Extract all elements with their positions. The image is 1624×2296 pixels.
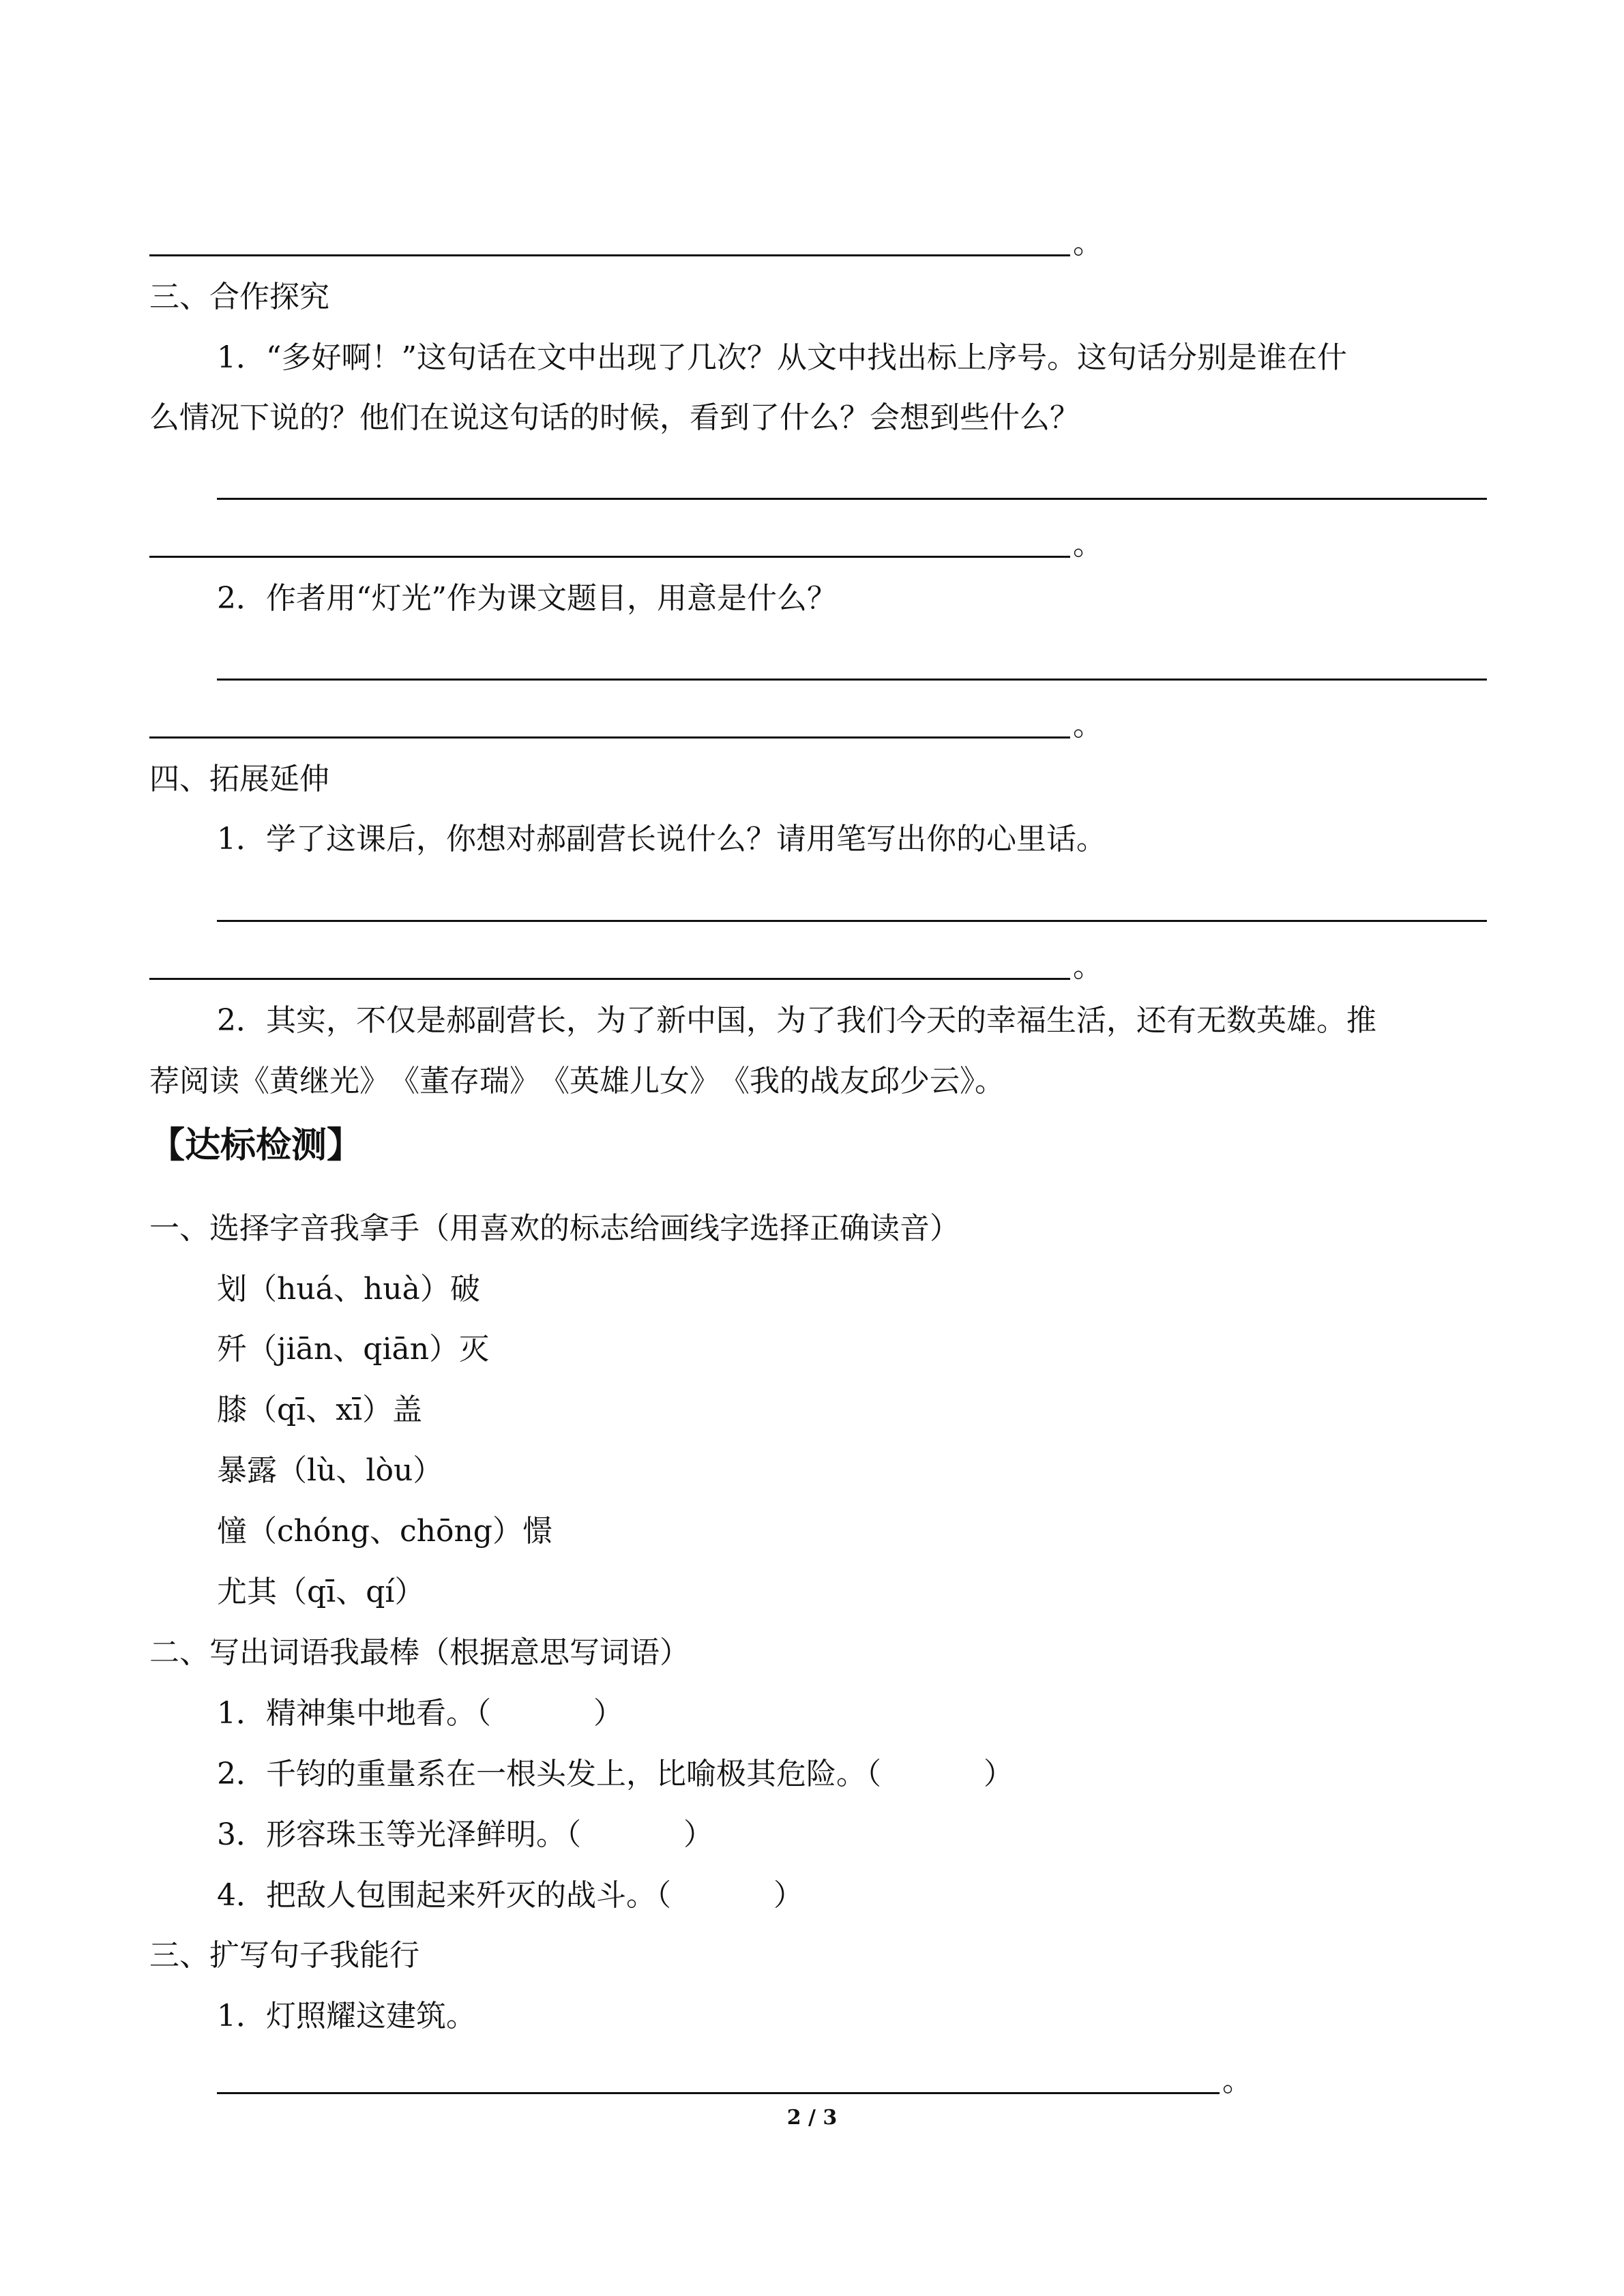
word-question	[217, 1875, 803, 1916]
pinyin-item[interactable]: 划（huá、huà）破	[217, 1272, 480, 1307]
word-question-text: 1．精神集中地看。（	[217, 1696, 491, 1731]
close-paren: ）	[683, 1817, 713, 1852]
assessment-heading: 【达标检测】	[149, 1124, 363, 1166]
pinyin-item[interactable]: 歼（jiān、qiān）灭	[217, 1332, 490, 1367]
part-title: 二、写出词语我最棒（根据意思写词语）	[149, 1635, 690, 1670]
word-question-text: 4．把敌人包围起来歼灭的战斗。（	[217, 1878, 671, 1913]
question-text: 么情况下说的？他们在说这句话的时候，看到了什么？会想到些什么？	[149, 400, 1080, 435]
answer-line[interactable]	[149, 254, 1070, 256]
answer-line[interactable]	[149, 978, 1070, 980]
close-paren: ）	[593, 1696, 623, 1731]
question-text: 2．其实，不仅是郝副营长，为了新中国，为了我们今天的幸福生活，还有无数英雄。推	[217, 1003, 1376, 1038]
question-text: 1．“多好啊！”这句话在文中出现了几次？从文中找出标上序号。这句话分别是谁在什	[217, 340, 1347, 375]
answer-line[interactable]	[149, 556, 1070, 558]
period: 。	[1073, 226, 1103, 260]
part-title: 三、扩写句子我能行	[149, 1938, 419, 1973]
word-question	[217, 1815, 713, 1855]
word-question	[217, 1754, 1014, 1795]
question-text: 荐阅读《黄继光》 《董存瑞》 《英雄儿女》 《我的战友邱少云》。	[149, 1064, 1005, 1099]
word-question	[217, 1693, 623, 1734]
question-text: 1．灯照耀这建筑。	[217, 1999, 476, 2033]
pinyin-item[interactable]: 尤其（qī、qí）	[217, 1575, 425, 1609]
period: 。	[1073, 708, 1103, 743]
part-title: 一、选择字音我拿手（用喜欢的标志给画线字选择正确读音）	[149, 1211, 960, 1246]
word-question-text: 2．千钧的重量系在一根头发上，比喻极其危险。（	[217, 1757, 881, 1791]
answer-line[interactable]	[217, 2092, 1220, 2094]
page-number: 2 / 3	[786, 2106, 838, 2130]
pinyin-item[interactable]: 膝（qī、xī）盖	[217, 1392, 423, 1427]
answer-line[interactable]	[149, 736, 1070, 739]
word-question-text: 3．形容珠玉等光泽鲜明。（	[217, 1817, 581, 1852]
answer-line[interactable]	[217, 679, 1487, 681]
period: 。	[1222, 2063, 1252, 2098]
pinyin-item[interactable]: 暴露（lù、lòu）	[217, 1453, 443, 1488]
period: 。	[1073, 949, 1103, 984]
section-title: 三、合作探究	[149, 280, 329, 314]
pinyin-item[interactable]: 憧（chóng、chōng）憬	[217, 1514, 552, 1549]
question-text: 2．作者用“灯光”作为课文题目，用意是什么？	[217, 581, 837, 616]
section-title: 四、拓展延伸	[149, 762, 329, 796]
answer-line[interactable]	[217, 498, 1487, 500]
close-paren: ）	[984, 1757, 1014, 1791]
question-text: 1．学了这课后，你想对郝副营长说什么？请用笔写出你的心里话。	[217, 822, 1106, 856]
answer-line[interactable]	[217, 920, 1487, 922]
period: 。	[1073, 527, 1103, 562]
close-paren: ）	[773, 1878, 803, 1913]
